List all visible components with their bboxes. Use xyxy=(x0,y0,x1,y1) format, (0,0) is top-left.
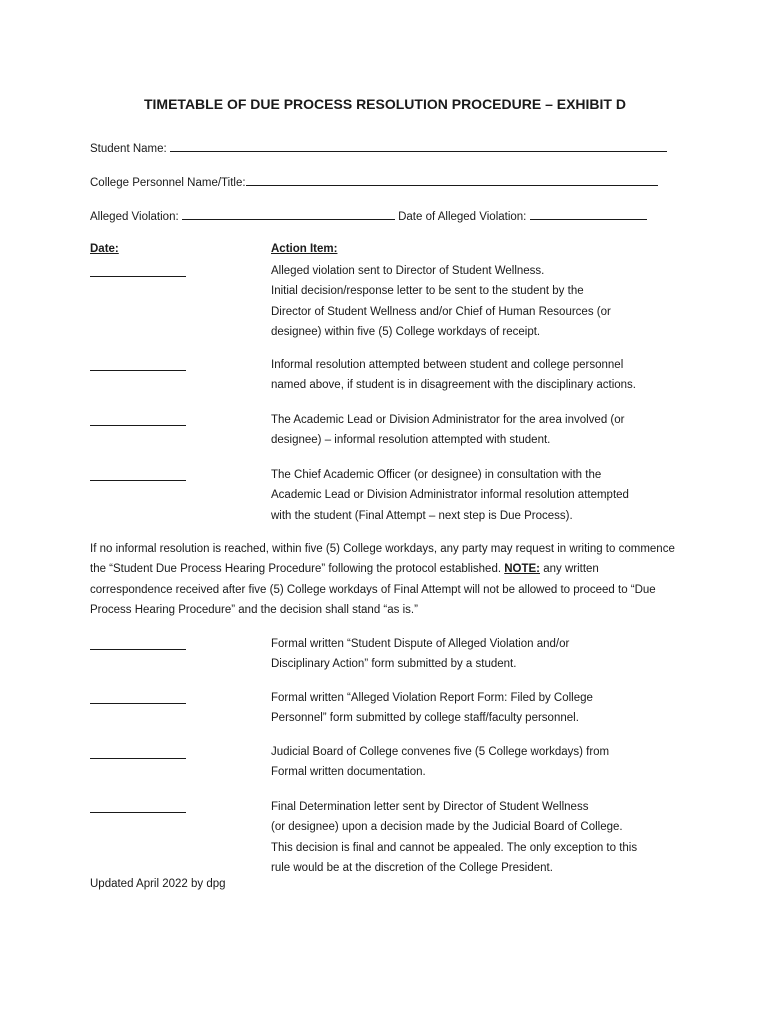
student-name-field xyxy=(90,141,667,155)
student-name-blank[interactable] xyxy=(170,141,667,152)
violation-label: Alleged Violation: xyxy=(90,211,179,223)
action-item-7-line-1: Judicial Board of College convenes five (5 College workdays) from xyxy=(271,746,610,758)
updated-footer: Updated April 2022 by dpg xyxy=(90,878,226,890)
action-item-8 xyxy=(271,797,691,879)
action-item-8-line-2: (or designee) upon a decision made by the Judicial Board of College. xyxy=(271,821,623,834)
action-item-5 xyxy=(271,634,691,675)
action-item-6-line-1: Formal written “Alleged Violation Report Form: Filed by College xyxy=(271,692,593,704)
violation-field xyxy=(90,209,647,223)
action-item-5-line-1: Formal written “Student Dispute of Alleged Violation and/or xyxy=(271,638,570,650)
instruction-paragraph xyxy=(90,539,684,621)
date-blank-7[interactable] xyxy=(90,758,186,759)
action-item-1 xyxy=(271,261,691,343)
action-item-6 xyxy=(271,688,691,729)
action-item-2 xyxy=(271,355,691,396)
action-item-4-line-2: Academic Lead or Division Administrator informal resolution attempted xyxy=(271,489,629,502)
action-column-header: Action Item: xyxy=(271,243,338,255)
action-item-7 xyxy=(271,742,691,783)
action-item-6-line-2: Personnel” form submitted by college staff/faculty personnel. xyxy=(271,712,579,725)
instruction-text-part-1: If no informal resolution is reached, within five (5) College workdays, any party may request in writing to commence the “Student Due Process Hearing Procedure” following the protocol established. xyxy=(90,543,675,576)
date-blank-4[interactable] xyxy=(90,480,186,481)
note-label: NOTE: xyxy=(504,563,541,576)
violation-blank[interactable] xyxy=(182,209,395,220)
action-item-8-line-1: Final Determination letter sent by Director of Student Wellness xyxy=(271,801,589,813)
personnel-field xyxy=(90,175,658,189)
personnel-label: College Personnel Name/Title: xyxy=(90,177,246,189)
action-item-4 xyxy=(271,465,691,526)
date-blank-6[interactable] xyxy=(90,703,186,704)
violation-date-blank[interactable] xyxy=(530,209,647,220)
date-column-header: Date: xyxy=(90,243,119,255)
violation-date-label: Date of Alleged Violation: xyxy=(398,211,527,223)
action-item-1-line-2: Initial decision/response letter to be sent to the student by the xyxy=(271,285,584,298)
document-title: TIMETABLE OF DUE PROCESS RESOLUTION PROCEDURE – EXHIBIT D xyxy=(143,96,626,112)
action-item-2-line-1: Informal resolution attempted between student and college personnel xyxy=(271,359,624,371)
date-blank-8[interactable] xyxy=(90,812,186,813)
action-item-8-line-3: This decision is final and cannot be appealed. The only exception to this xyxy=(271,841,638,854)
personnel-blank[interactable] xyxy=(246,175,658,186)
student-name-label: Student Name: xyxy=(90,143,167,155)
action-item-3-line-1: The Academic Lead or Division Administrator for the area involved (or xyxy=(271,414,625,426)
action-item-1-line-4: designee) within five (5) College workdays of receipt. xyxy=(271,326,541,339)
action-item-1-line-3: Director of Student Wellness and/or Chief of Human Resources (or xyxy=(271,305,611,318)
instruction-text-part-2: any written correspondence received after five (5) College workdays of Final Attempt will not be allowed to proceed to “Due Process Hearing Procedure” and the decision shall stand “as is.” xyxy=(90,563,656,617)
action-item-7-line-2: Formal written documentation. xyxy=(271,766,426,779)
action-item-1-line-1: Alleged violation sent to Director of Student Wellness. xyxy=(271,265,545,277)
date-blank-3[interactable] xyxy=(90,425,186,426)
action-item-8-line-4: rule would be at the discretion of the College President. xyxy=(271,862,553,875)
action-item-4-line-3: with the student (Final Attempt – next step is Due Process). xyxy=(271,509,573,522)
date-blank-2[interactable] xyxy=(90,370,186,371)
action-item-2-line-2: named above, if student is in disagreement with the disciplinary actions. xyxy=(271,379,637,392)
action-item-3 xyxy=(271,410,691,451)
action-item-3-line-2: designee) – informal resolution attempted with student. xyxy=(271,434,551,447)
action-item-4-line-1: The Chief Academic Officer (or designee) in consultation with the xyxy=(271,469,602,481)
action-item-5-line-2: Disciplinary Action” form submitted by a student. xyxy=(271,658,517,671)
date-blank-1[interactable] xyxy=(90,276,186,277)
date-blank-5[interactable] xyxy=(90,649,186,650)
